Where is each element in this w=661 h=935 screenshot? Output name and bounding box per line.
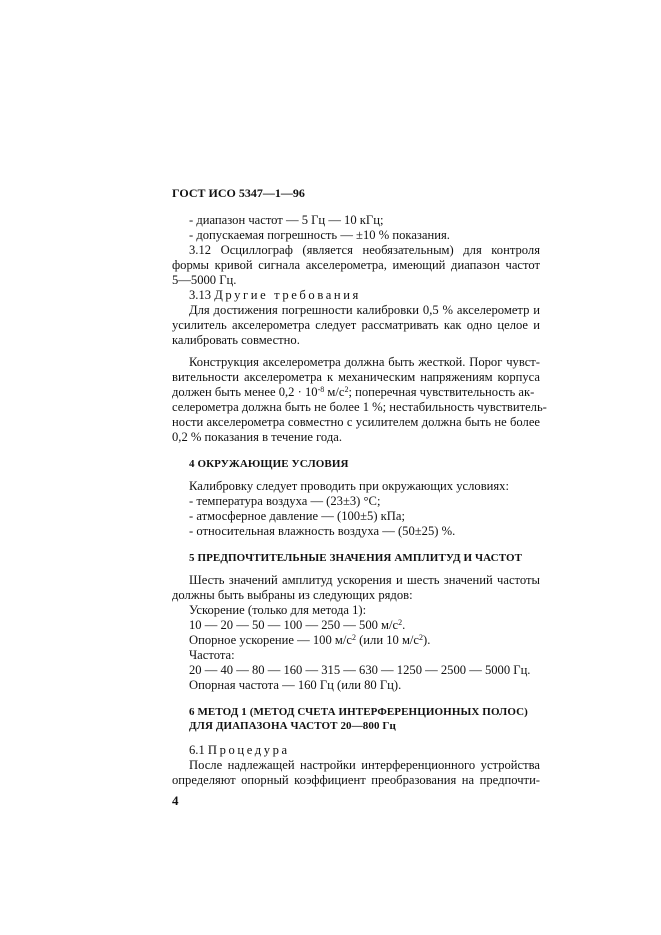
document-header: ГОСТ ИСО 5347—1—96 <box>172 186 305 200</box>
paragraph-line: ности акселерометра совместно с усилителем должна быть не более <box>172 415 540 429</box>
paragraph-line: Ускорение (только для метода 1): <box>189 603 367 617</box>
list-item: - диапазон частот — 5 Гц — 10 кГц; <box>189 213 384 227</box>
paragraph-line: 3.12 Осциллограф (является необязательным) для контроля <box>189 243 540 257</box>
section-heading: ДЛЯ ДИАПАЗОНА ЧАСТОТ 20—800 Гц <box>189 720 396 732</box>
paragraph-line: должны быть выбраны из следующих рядов: <box>172 588 413 602</box>
paragraph-line: калибровать совместно. <box>172 333 300 347</box>
paragraph-line: формы кривой сигнала акселерометра, имеющий диапазон частот <box>172 258 540 272</box>
list-item: - температура воздуха — (23±3) °С; <box>189 494 381 508</box>
section-heading: 6 МЕТОД 1 (МЕТОД СЧЕТА ИНТЕРФЕРЕНЦИОННЫХ ПОЛОС) <box>189 706 528 718</box>
paragraph-line: Опорное ускорение — 100 $м/с^2$ (или 10 $м/с^2$). <box>189 633 431 647</box>
paragraph-line: Шесть значений амплитуд ускорения и шесть значений частоты <box>189 573 540 587</box>
paragraph-line: должен быть менее $0,2 \cdot 10^{-8}$ $м/с^2$; поперечная чувствительность ак- <box>172 385 535 399</box>
paragraph-line: После надлежащей настройки интерференционного устройства <box>189 758 540 772</box>
paragraph-line: Частота: <box>189 648 235 662</box>
paragraph-line: Калибровку следует проводить при окружающих условиях: <box>189 479 509 493</box>
paragraph-line: определяют опорный коэффициент преобразования на предпочти- <box>172 773 540 787</box>
subsection-number: 6.1 <box>189 743 205 757</box>
page-number: 4 <box>172 793 179 808</box>
paragraph-line: Опорная частота — 160 Гц (или 80 Гц). <box>189 678 402 692</box>
subsection-title: Другие требования <box>214 288 361 302</box>
paragraph-line: Для достижения погрешности калибровки 0,5 % акселерометр и <box>189 303 540 317</box>
list-item: - допускаемая погрешность — ±10 % показания. <box>189 228 450 242</box>
section-heading: 4 ОКРУЖАЮЩИЕ УСЛОВИЯ <box>189 458 349 470</box>
paragraph-line: 10 — 20 — 50 — 100 — 250 — 500 $м/с^2$. <box>189 618 406 632</box>
subsection-heading <box>189 288 540 303</box>
subsection-heading <box>189 743 540 758</box>
section-heading: 5 ПРЕДПОЧТИТЕЛЬНЫЕ ЗНАЧЕНИЯ АМПЛИТУД И ЧАСТОТ <box>189 552 523 564</box>
paragraph-line: Конструкция акселерометра должна быть жесткой. Порог чувст- <box>189 355 540 369</box>
list-item: - атмосферное давление — (100±5) кПа; <box>189 509 405 523</box>
paragraph-line: селерометра должна быть не более 1 %; нестабильность чувствитель- <box>172 400 547 414</box>
paragraph-line: вительности акселерометра к механическим напряжениям корпуса <box>172 370 540 384</box>
list-item: - относительная влажность воздуха — (50±25) %. <box>189 524 456 538</box>
paragraph-line: 20 — 40 — 80 — 160 — 315 — 630 — 1250 — 2500 — 5000 Гц. <box>189 663 531 677</box>
paragraph-line: 0,2 % показания в течение года. <box>172 430 343 444</box>
subsection-number: 3.13 <box>189 288 212 302</box>
paragraph-line: усилитель акселерометра следует рассматривать как одно целое и <box>172 318 540 332</box>
subsection-title: Процедура <box>207 743 290 757</box>
paragraph-line: 5—5000 Гц. <box>172 273 237 287</box>
